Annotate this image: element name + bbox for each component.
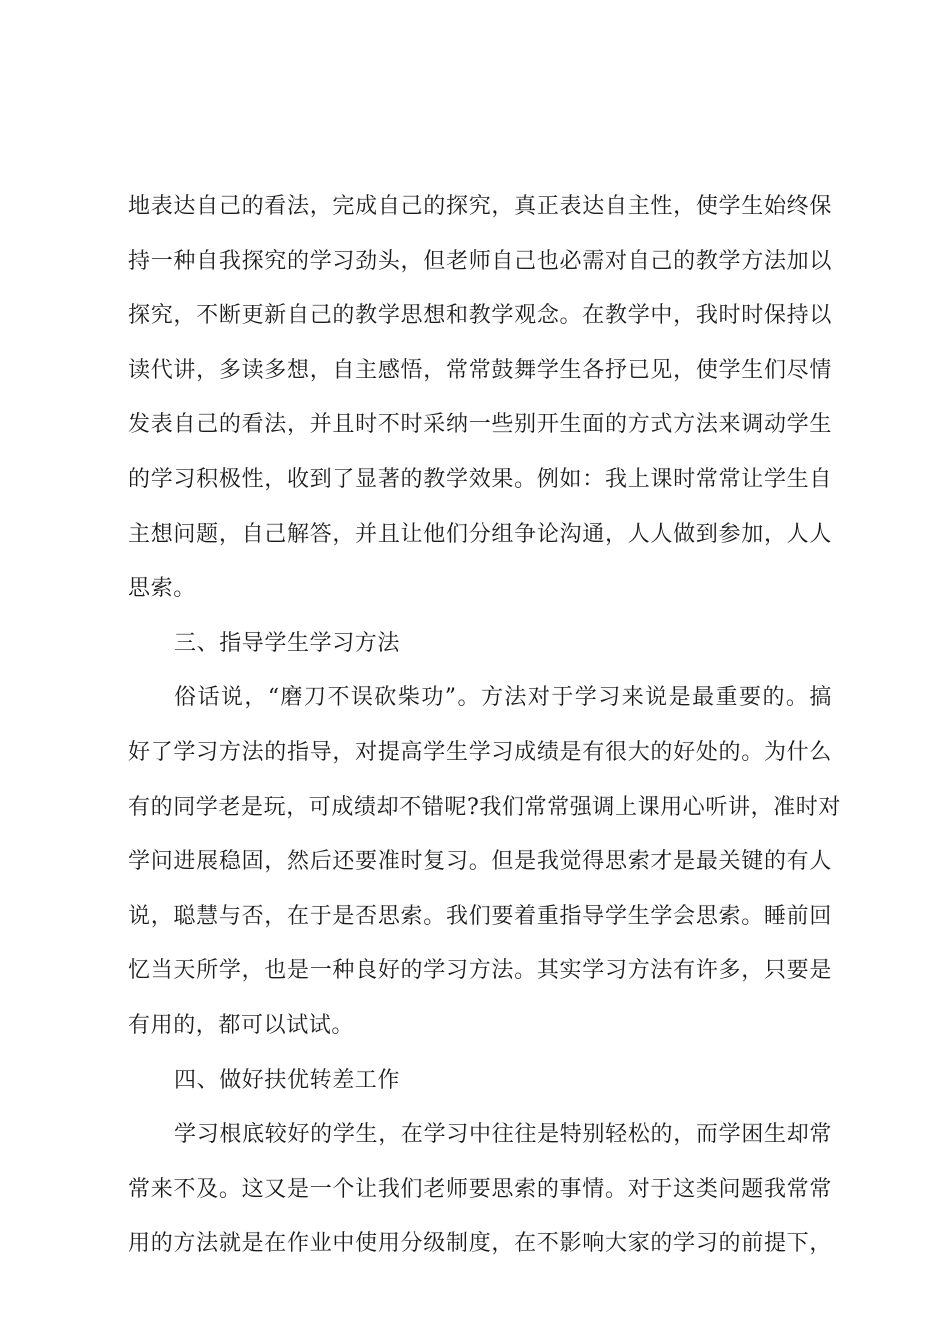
paragraph-line: 学问进展稳固，然后还要准时复习。但是我觉得思索才是最关键的有人 (128, 849, 832, 875)
paragraph-line: 探究，不断更新自己的教学思想和教学观念。在教学中，我时时保持以 (128, 303, 832, 329)
paragraph-line: 俗话说，“磨刀不误砍柴功”。方法对于学习来说是最重要的。搞 (174, 685, 832, 711)
paragraph-line: 用的方法就是在作业中使用分级制度，在不影响大家的学习的前提下， (128, 1231, 832, 1257)
paragraph-line: 有用的，都可以试试。 (128, 1012, 355, 1038)
paragraph-line: 好了学习方法的指导，对提高学生学习成绩是有很大的好处的。为什么 (128, 739, 832, 765)
paragraph-line: 说，聪慧与否，在于是否思索。我们要着重指导学生学会思索。睡前回 (128, 903, 832, 929)
paragraph-line: 思索。 (128, 576, 196, 602)
paragraph-line: 常来不及。这又是一个让我们老师要思索的事情。对于这类问题我常常 (128, 1176, 832, 1202)
paragraph-line: 忆当天所学，也是一种良好的学习方法。其实学习方法有许多，只要是 (128, 958, 832, 984)
paragraph-line: 学习根底较好的学生，在学习中往往是特别轻松的，而学困生却常 (174, 1122, 832, 1148)
paragraph-line: 主想问题，自己解答，并且让他们分组争论沟通，人人做到参加，人人 (128, 521, 832, 547)
document-page (128, 180, 841, 1272)
paragraph-line: 有的同学老是玩，可成绩却不错呢?我们常常强调上课用心听讲，准时对 (128, 794, 841, 820)
section-heading: 四、做好扶优转差工作 (174, 1067, 401, 1093)
paragraph-line: 读代讲，多读多想，自主感悟，常常鼓舞学生各抒已见，使学生们尽情 (128, 357, 832, 383)
paragraph-line: 地表达自己的看法，完成自己的探究，真正表达自主性，使学生始终保 (128, 194, 832, 219)
paragraph-line: 的学习积极性，收到了显著的教学效果。例如：我上课时常常让学生自 (128, 466, 832, 492)
section-heading: 三、指导学生学习方法 (174, 630, 401, 656)
paragraph-line: 发表自己的看法，并且时不时采纳一些别开生面的方式方法来调动学生 (128, 412, 832, 438)
paragraph-line: 持一种自我探究的学习劲头，但老师自己也必需对自己的教学方法加以 (128, 248, 832, 274)
